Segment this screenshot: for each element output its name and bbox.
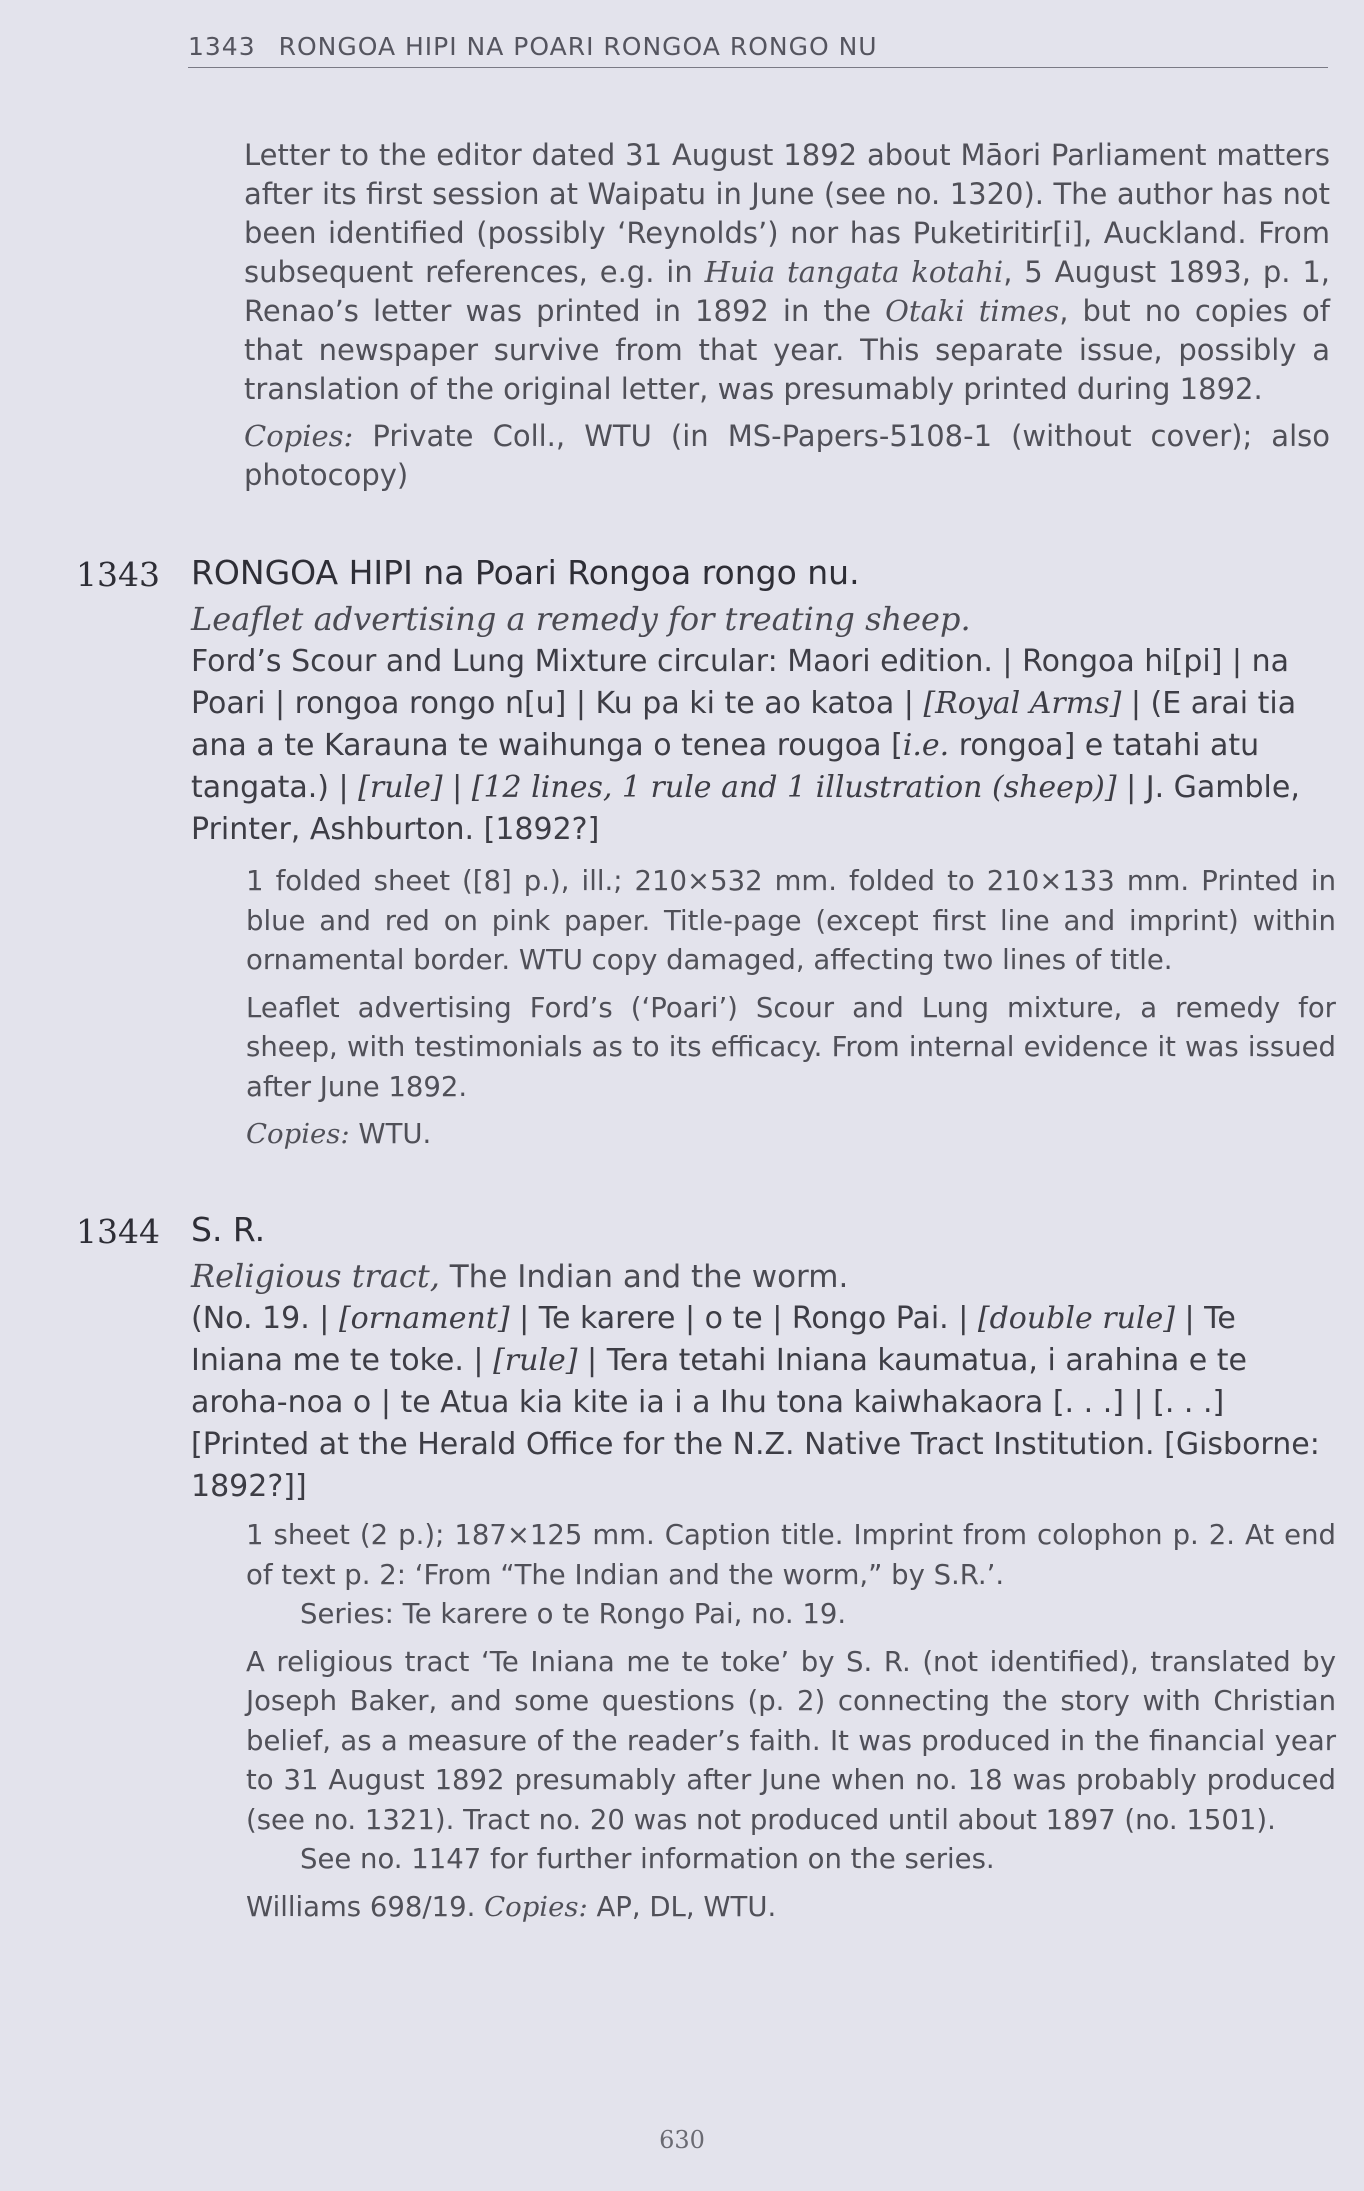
entry-1344-subtitle: Religious tract, The Indian and the worm. [191,1257,849,1295]
entry-1343-header [191,552,1331,851]
entry-1343-note: Leaflet advertising Ford’s (‘Poari’) Scour and Lung mixture, a remedy for sheep, with testimonials as to its efficacy. From internal evidence it was issued after June 1892. [246,991,1336,1103]
entry-1344-series: Series: Te karere o te Rongo Pai, no. 19. [300,1598,847,1630]
previous-entry-description: Letter to the editor dated 31 August 1892 about Māori Parliament matters after its first session at Waipatu in June (see no. 1320). The author has not been identified (possibly ‘Reynolds’) nor has Puketiritir[i], Auckland. From subsequent references, e.g. in Huia tangata kotahi, 5 August 1893, p. 1, Renao’s letter was printed in 1892 in the Otaki times, but no copies of that newspaper survive from that year. This separate issue, possibly a translation of the original letter, was presumably printed during 1892. [244,138,1330,406]
running-head [188,32,1328,68]
entry-1343-notes [246,862,1336,1163]
entry-number-1344: 1344 [76,1212,160,1251]
entry-1343-subtitle: Leaflet advertising a remedy for treating sheep. [191,600,971,638]
entry-1344-note: A religious tract ‘Te Iniana me te toke’ by S. R. (not identified), translated by Joseph Baker, and some questions (p. 2) connecting the story with Christian belief, as a measure of the reader’s faith. It was produced in the financial year to 31 August 1892 presumably after June when no. 18 was probably produced (see no. 1321). Tract no. 20 was not produced until about 1897 (no. 1501). [246,1645,1336,1836]
entry-1343-physical-description: 1 folded sheet ([8] p.), ill.; 210×532 mm. folded to 210×133 mm. Printed in blue and red on pink paper. Title-page (except first line and imprint) within ornamental border. WTU copy damaged, affecting two lines of title. [246,865,1336,976]
entry-1344-series-note: See no. 1147 for further information on the series. [300,1843,995,1875]
entry-1343-heading: RONGOA HIPI na Poari Rongoa rongo nu. [191,553,860,592]
page-number: 630 [659,2126,705,2154]
entry-1344-header [191,1209,1331,1508]
previous-entry-notes [244,136,1330,503]
entry-1344-references: Williams 698/19. Copies: AP, DL, WTU. [246,1890,777,1923]
entry-1343-title-transcription: Ford’s Scour and Lung Mixture circular: Maori edition. | Rongoa hi[pi] | na Poari | rongoa rongo n[u] | Ku pa ki te ao katoa | [Royal Arms] | (E arai tia ana a te Karauna te waihunga o tenea rougoa [i.e. rongoa] e tatahi atu tangata.) | [rule] | [12 lines, 1 rule and 1 illustration (sheep)] | J. Gamble, Printer, Ashburton. [1892?] [191,644,1300,847]
running-head-title: RONGOA HIPI NA POARI RONGOA RONGO NU [278,32,878,61]
entry-number-1343: 1343 [76,555,160,594]
entry-1344-physical-description: 1 sheet (2 p.); 187×125 mm. Caption title. Imprint from colophon p. 2. At end of text p. 2: ‘From “The Indian and the worm,” by S.R.’. [246,1519,1336,1591]
previous-entry-copies: Copies: Private Coll., WTU (in MS-Papers-5108-1 (without cover); also photocopy) [244,419,1330,492]
entry-1343-copies: Copies: WTU. [246,1118,432,1150]
running-head-number: 1343 [188,32,256,61]
entry-1344-heading: S. R. [191,1210,266,1249]
entry-1344-notes [246,1516,1336,1935]
entry-1344-title-transcription: (No. 19. | [ornament] | Te karere | o te | Rongo Pai. | [double rule] | Te Iniana me te toke. | [rule] | Tera tetahi Iniana kaumatua, i arahina e te aroha-noa o | te Atua kia kite ia i a Ihu tona kaiwhakaora [. . .] | [. . .] [Printed at the Herald Office for the N.Z. Native Tract Institution. [Gisborne: 1892?]] [191,1301,1320,1504]
